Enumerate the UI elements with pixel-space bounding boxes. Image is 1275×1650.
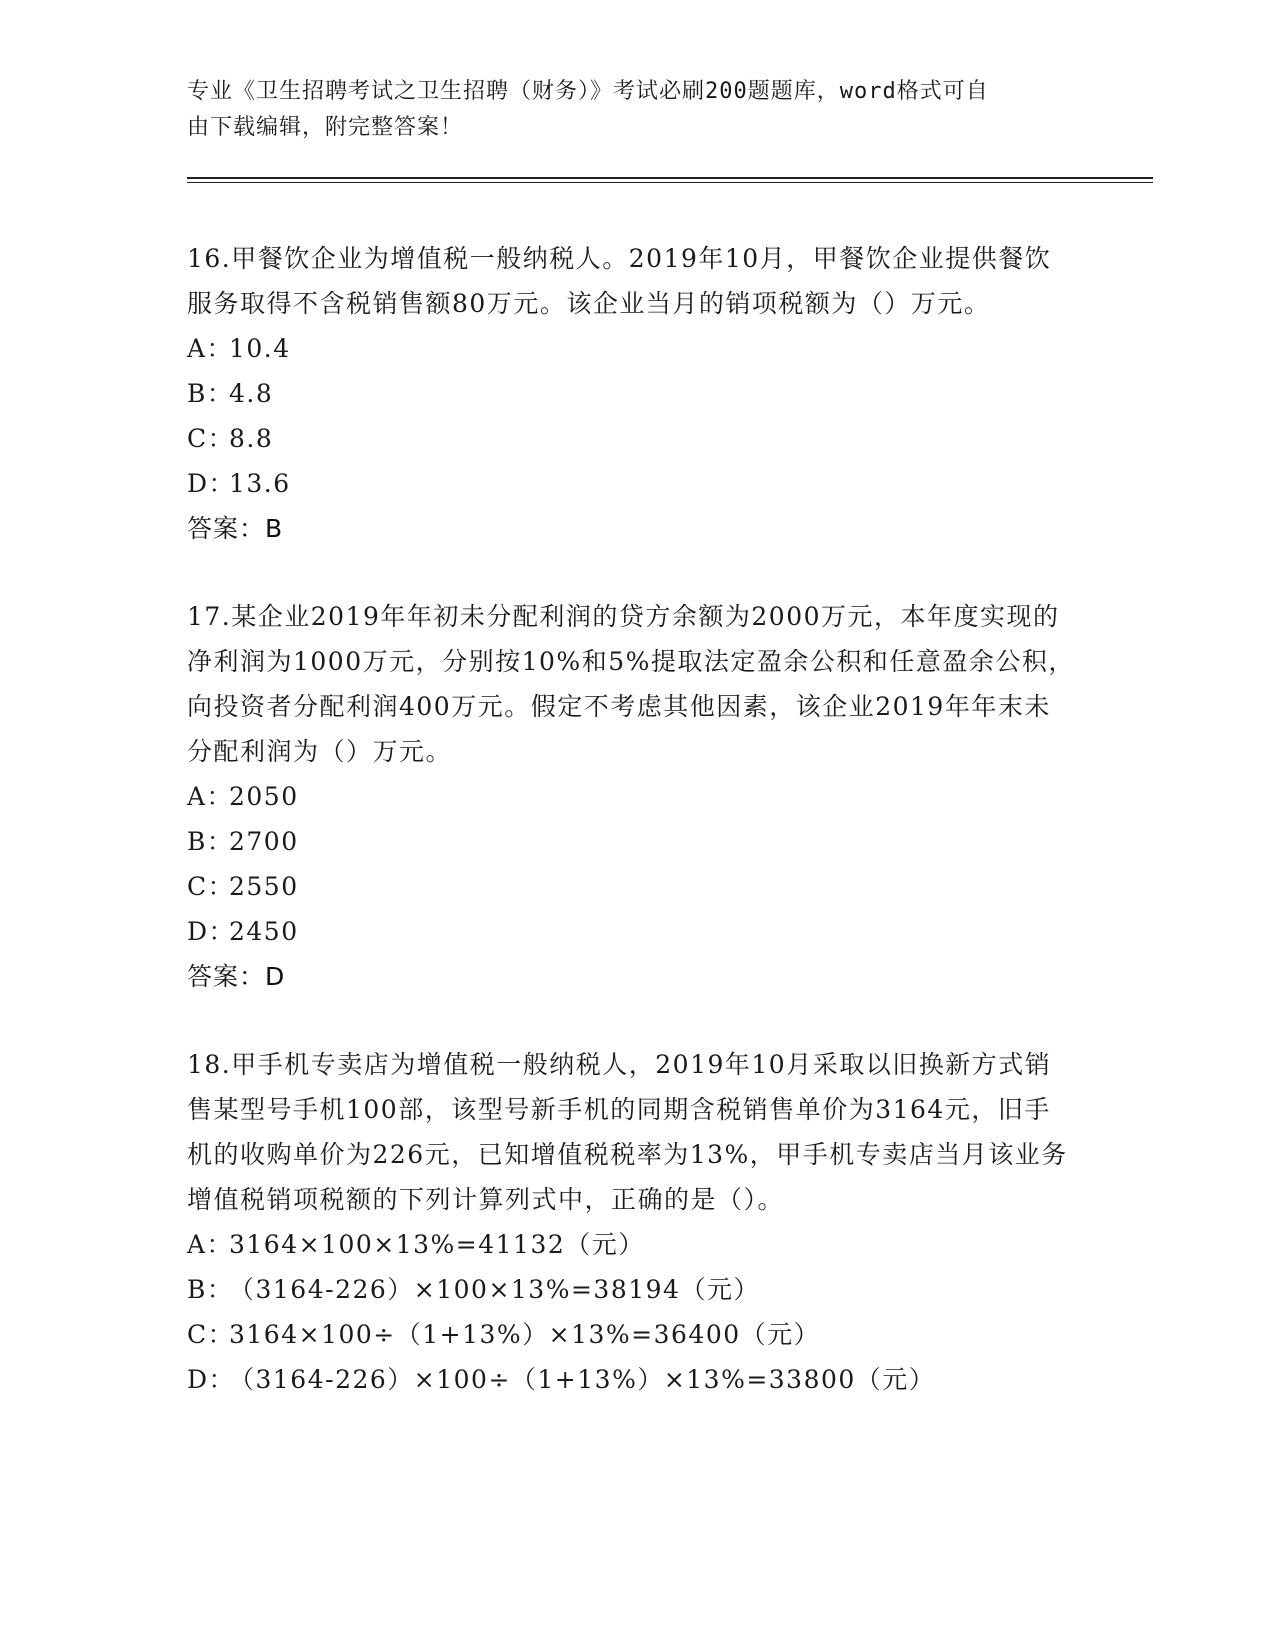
header-line-1: 专业《卫生招聘考试之卫生招聘（财务）》考试必刷200题题库，word格式可自 [187,79,989,104]
header-divider-thin [187,182,1153,183]
option-letter: A： [187,1230,234,1259]
option-letter: B： [187,1275,234,1304]
option-c [187,1312,1087,1357]
option-a [187,1222,1087,1267]
option-d [187,1357,1087,1402]
option-d [187,909,1087,954]
option-value: 3164×100÷（1+13%）×13%=36400（元） [229,1320,821,1349]
document-header [187,74,1067,146]
option-letter: D： [187,1365,236,1394]
answer-line: 答案：B [187,514,284,543]
option-letter: C： [187,1320,235,1349]
option-c [187,416,1087,461]
header-divider-thick [187,177,1153,179]
question-16 [187,236,1087,552]
question-18 [187,1042,1087,1402]
option-value: （3164-226）×100÷（1+13%）×13%=33800（元） [229,1365,936,1394]
question-text: 18.甲手机专卖店为增值税一般纳税人，2019年10月采取以旧换新方式销售某型号手机100部，该型号新手机的同期含税销售单价为3164元，旧手机的收购单价为226元，已知增值税税率为13%，甲手机专卖店当月该业务增值税销项税额的下列计算列式中，正确的是（）。 [187,1050,1068,1214]
option-a [187,774,1087,819]
option-letter: C： [187,872,235,901]
option-value: 8.8 [229,424,274,453]
option-b [187,1267,1087,1312]
option-letter: D： [187,469,236,498]
option-c [187,864,1087,909]
option-value: 13.6 [229,469,291,498]
option-letter: A： [187,782,234,811]
option-value: 2700 [229,827,299,856]
option-value: 2550 [229,872,299,901]
option-a [187,326,1087,371]
option-letter: B： [187,379,234,408]
option-b [187,371,1087,416]
option-d [187,461,1087,506]
option-value: 4.8 [229,379,274,408]
option-letter: C： [187,424,235,453]
answer-line: 答案：D [187,962,286,991]
option-value: 3164×100×13%=41132（元） [229,1230,645,1259]
question-text: 16.甲餐饮企业为增值税一般纳税人。2019年10月，甲餐饮企业提供餐饮服务取得不含税销售额80万元。该企业当月的销项税额为（）万元。 [187,244,1052,318]
option-b [187,819,1087,864]
question-17 [187,594,1087,1000]
question-text: 17.某企业2019年年初未分配利润的贷方余额为2000万元，本年度实现的净利润为1000万元，分别按10%和5%提取法定盈余公积和任意盈余公积，向投资者分配利润400万元。假定不考虑其他因素，该企业2019年年末未分配利润为（）万元。 [187,602,1075,766]
option-letter: D： [187,917,236,946]
option-value: 2450 [229,917,299,946]
question-list [187,236,1087,1444]
option-value: 2050 [229,782,299,811]
option-value: （3164-226）×100×13%=38194（元） [229,1275,760,1304]
header-line-2: 由下载编辑，附完整答案！ [187,115,464,140]
option-value: 10.4 [229,334,291,363]
option-letter: B： [187,827,234,856]
option-letter: A： [187,334,234,363]
